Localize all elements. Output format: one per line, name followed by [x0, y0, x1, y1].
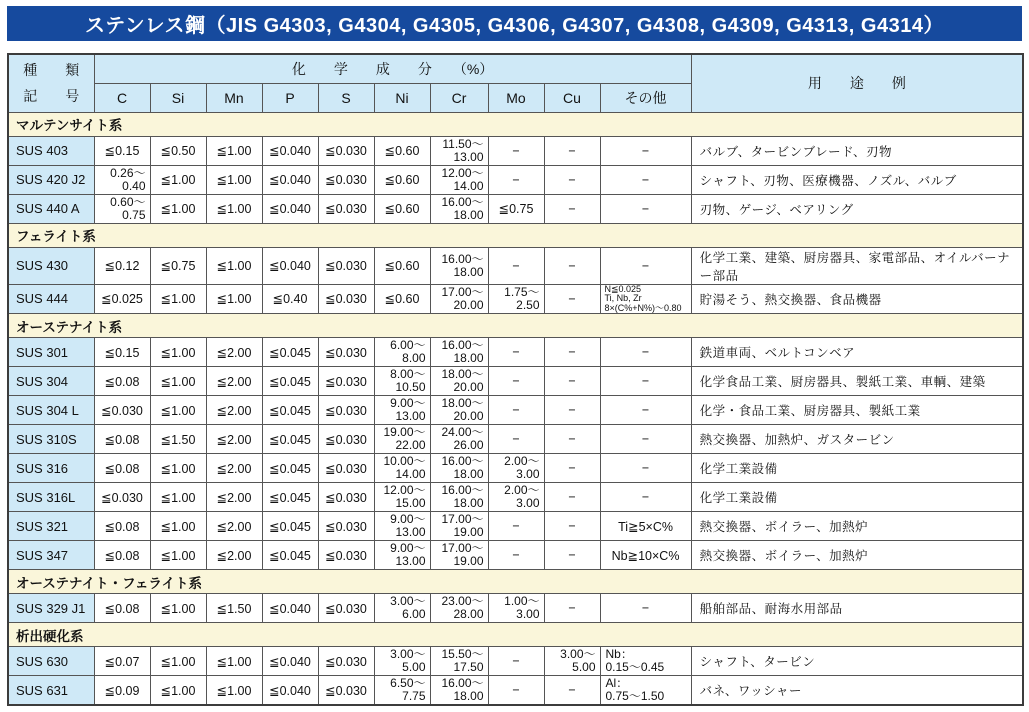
cell-other: Nb： 0.15～0.45 — [600, 647, 691, 676]
grade-code: SUS 301 — [8, 338, 94, 367]
cell-ni: 3.00～ 5.00 — [374, 647, 430, 676]
cell-si: ≦1.00 — [150, 165, 206, 194]
usage-cell: 刃物、ゲージ、ベアリング — [691, 194, 1023, 223]
cell-ni: 9.00～ 13.00 — [374, 396, 430, 425]
cell-c: ≦0.08 — [94, 512, 150, 541]
cell-si: ≦1.00 — [150, 338, 206, 367]
cell-p: ≦0.045 — [262, 541, 318, 570]
section-label: マルテンサイト系 — [8, 112, 1023, 136]
section-row — [8, 112, 1023, 136]
cell-mo: ≦0.75 — [488, 194, 544, 223]
cell-c: ≦0.07 — [94, 647, 150, 676]
cell-si: ≦1.00 — [150, 676, 206, 706]
cell-ni: ≦0.60 — [374, 247, 430, 284]
cell-other: − — [600, 594, 691, 623]
cell-si: ≦1.00 — [150, 454, 206, 483]
table-row — [8, 165, 1023, 194]
cell-s: ≦0.030 — [318, 367, 374, 396]
cell-mo: − — [488, 247, 544, 284]
grade-code: SUS 316L — [8, 483, 94, 512]
cell-cu: 3.00～ 5.00 — [544, 647, 600, 676]
cell-s: ≦0.030 — [318, 284, 374, 314]
grade-code: SUS 316 — [8, 454, 94, 483]
grade-code: SUS 440 A — [8, 194, 94, 223]
cell-cu: − — [544, 194, 600, 223]
cell-cu: − — [544, 165, 600, 194]
header-chemical-composition: 化 学 成 分 （%） — [94, 54, 691, 83]
cell-mn: ≦1.00 — [206, 247, 262, 284]
header-element-other: その他 — [600, 83, 691, 112]
cell-si: ≦0.50 — [150, 136, 206, 165]
cell-s: ≦0.030 — [318, 194, 374, 223]
cell-ni: 6.00～ 8.00 — [374, 338, 430, 367]
cell-mn: ≦2.00 — [206, 338, 262, 367]
cell-si: ≦1.00 — [150, 647, 206, 676]
cell-p: ≦0.045 — [262, 425, 318, 454]
usage-cell: シャフト、タービン — [691, 647, 1023, 676]
cell-mn: ≦1.00 — [206, 165, 262, 194]
cell-mn: ≦2.00 — [206, 454, 262, 483]
cell-p: ≦0.040 — [262, 136, 318, 165]
cell-s: ≦0.030 — [318, 136, 374, 165]
cell-cr: 18.00～ 20.00 — [430, 396, 488, 425]
cell-cu: − — [544, 284, 600, 314]
grade-code: SUS 321 — [8, 512, 94, 541]
cell-p: ≦0.045 — [262, 338, 318, 367]
usage-cell: 熱交換器、ボイラー、加熱炉 — [691, 541, 1023, 570]
cell-mn: ≦1.50 — [206, 594, 262, 623]
header-usage: 用 途 例 — [691, 54, 1023, 112]
table-row — [8, 425, 1023, 454]
usage-cell: 化学工業設備 — [691, 454, 1023, 483]
cell-cu: − — [544, 136, 600, 165]
cell-cu: − — [544, 483, 600, 512]
table-row — [8, 676, 1023, 706]
cell-mo: − — [488, 512, 544, 541]
cell-ni: ≦0.60 — [374, 284, 430, 314]
table-row — [8, 136, 1023, 165]
cell-mn: ≦1.00 — [206, 136, 262, 165]
cell-s: ≦0.030 — [318, 647, 374, 676]
cell-c: ≦0.08 — [94, 425, 150, 454]
cell-mn: ≦2.00 — [206, 396, 262, 425]
cell-other: − — [600, 454, 691, 483]
usage-cell: 化学工業設備 — [691, 483, 1023, 512]
cell-cu: − — [544, 594, 600, 623]
section-label: 析出硬化系 — [8, 623, 1023, 647]
grade-code: SUS 631 — [8, 676, 94, 706]
cell-cr: 24.00～ 26.00 — [430, 425, 488, 454]
cell-ni: ≦0.60 — [374, 194, 430, 223]
cell-cr: 17.00～ 19.00 — [430, 512, 488, 541]
grade-code: SUS 304 — [8, 367, 94, 396]
cell-ni: 8.00～ 10.50 — [374, 367, 430, 396]
cell-mo: 1.75～ 2.50 — [488, 284, 544, 314]
stainless-steel-table — [7, 53, 1024, 706]
grade-code: SUS 430 — [8, 247, 94, 284]
cell-c: 0.26～ 0.40 — [94, 165, 150, 194]
cell-c: ≦0.12 — [94, 247, 150, 284]
cell-s: ≦0.030 — [318, 454, 374, 483]
cell-p: ≦0.040 — [262, 647, 318, 676]
header-element-c: C — [94, 83, 150, 112]
cell-ni: 9.00～ 13.00 — [374, 512, 430, 541]
table-row — [8, 367, 1023, 396]
cell-other: − — [600, 425, 691, 454]
usage-cell: 化学食品工業、厨房器具、製紙工業、車輌、建築 — [691, 367, 1023, 396]
cell-other: − — [600, 396, 691, 425]
header-element-mn: Mn — [206, 83, 262, 112]
table-header — [8, 54, 1023, 112]
cell-other: N≦0.025 Ti, Nb, Zr 8×(C%+N%)～0.80 — [600, 284, 691, 314]
grade-code: SUS 444 — [8, 284, 94, 314]
cell-ni: 19.00～ 22.00 — [374, 425, 430, 454]
cell-mo: − — [488, 136, 544, 165]
cell-c: ≦0.025 — [94, 284, 150, 314]
cell-s: ≦0.030 — [318, 165, 374, 194]
cell-si: ≦1.00 — [150, 541, 206, 570]
cell-cu: − — [544, 338, 600, 367]
cell-cr: 16.00～ 18.00 — [430, 483, 488, 512]
cell-p: ≦0.040 — [262, 676, 318, 706]
cell-ni: ≦0.60 — [374, 165, 430, 194]
cell-cr: 16.00～ 18.00 — [430, 338, 488, 367]
cell-s: ≦0.030 — [318, 594, 374, 623]
table-row — [8, 594, 1023, 623]
cell-si: ≦1.00 — [150, 396, 206, 425]
cell-s: ≦0.030 — [318, 483, 374, 512]
table-body — [8, 112, 1023, 705]
page-title: ステンレス鋼（JIS G4303, G4304, G4305, G4306, G4307, G4308, G4309, G4313, G4314） — [85, 15, 944, 37]
header-grade-symbol — [8, 54, 94, 112]
usage-cell: 熱交換器、加熱炉、ガスタービン — [691, 425, 1023, 454]
cell-cu: − — [544, 512, 600, 541]
section-row — [8, 223, 1023, 247]
cell-c: ≦0.08 — [94, 367, 150, 396]
cell-ni: 9.00～ 13.00 — [374, 541, 430, 570]
cell-mn: ≦2.00 — [206, 425, 262, 454]
cell-si: ≦1.00 — [150, 194, 206, 223]
cell-p: ≦0.045 — [262, 512, 318, 541]
section-row — [8, 623, 1023, 647]
grade-code: SUS 310S — [8, 425, 94, 454]
section-row — [8, 570, 1023, 594]
cell-c: ≦0.030 — [94, 396, 150, 425]
cell-s: ≦0.030 — [318, 425, 374, 454]
cell-mn: ≦1.00 — [206, 676, 262, 706]
cell-other: − — [600, 247, 691, 284]
grade-code: SUS 420 J2 — [8, 165, 94, 194]
cell-cr: 16.00～ 18.00 — [430, 454, 488, 483]
header-element-mo: Mo — [488, 83, 544, 112]
header-grade-line2: 記 号 — [23, 88, 80, 105]
cell-mo: 2.00～ 3.00 — [488, 483, 544, 512]
cell-mo: 1.00～ 3.00 — [488, 594, 544, 623]
cell-other: Al： 0.75～1.50 — [600, 676, 691, 706]
cell-mn: ≦1.00 — [206, 284, 262, 314]
section-label: オーステナイト系 — [8, 314, 1023, 338]
cell-p: ≦0.040 — [262, 247, 318, 284]
cell-cr: 11.50～ 13.00 — [430, 136, 488, 165]
table-row — [8, 541, 1023, 570]
usage-cell: バルブ、タービンブレード、刃物 — [691, 136, 1023, 165]
cell-mo: − — [488, 165, 544, 194]
table-row — [8, 454, 1023, 483]
header-grade-line1: 種 類 — [23, 62, 80, 79]
usage-cell: 船舶部品、耐海水用部品 — [691, 594, 1023, 623]
cell-p: ≦0.045 — [262, 454, 318, 483]
usage-cell: 化学工業、建築、厨房器具、家電部品、オイルバーナー部品 — [691, 247, 1023, 284]
cell-cu: − — [544, 454, 600, 483]
cell-s: ≦0.030 — [318, 247, 374, 284]
cell-cu: − — [544, 247, 600, 284]
cell-ni: 10.00～ 14.00 — [374, 454, 430, 483]
table-row — [8, 284, 1023, 314]
table-row — [8, 647, 1023, 676]
cell-other: Nb≧10×C% — [600, 541, 691, 570]
cell-mo: − — [488, 367, 544, 396]
header-element-s: S — [318, 83, 374, 112]
usage-cell: 鉄道車両、ベルトコンベア — [691, 338, 1023, 367]
cell-cr: 23.00～ 28.00 — [430, 594, 488, 623]
cell-ni: ≦0.60 — [374, 136, 430, 165]
cell-mo: − — [488, 541, 544, 570]
cell-mo: − — [488, 425, 544, 454]
cell-cr: 15.50～ 17.50 — [430, 647, 488, 676]
cell-ni: 12.00～ 15.00 — [374, 483, 430, 512]
cell-mo: − — [488, 676, 544, 706]
cell-cu: − — [544, 425, 600, 454]
section-label: オーステナイト・フェライト系 — [8, 570, 1023, 594]
table-row — [8, 247, 1023, 284]
usage-cell: シャフト、刃物、医療機器、ノズル、バルブ — [691, 165, 1023, 194]
cell-other: − — [600, 483, 691, 512]
cell-p: ≦0.040 — [262, 594, 318, 623]
table-row — [8, 483, 1023, 512]
table-row — [8, 338, 1023, 367]
cell-c: ≦0.15 — [94, 338, 150, 367]
cell-p: ≦0.040 — [262, 165, 318, 194]
cell-other: − — [600, 338, 691, 367]
header-element-p: P — [262, 83, 318, 112]
cell-cr: 12.00～ 14.00 — [430, 165, 488, 194]
section-row — [8, 314, 1023, 338]
cell-other: Ti≧5×C% — [600, 512, 691, 541]
cell-other: − — [600, 194, 691, 223]
cell-p: ≦0.045 — [262, 396, 318, 425]
cell-mo: − — [488, 647, 544, 676]
cell-mn: ≦1.00 — [206, 194, 262, 223]
grade-code: SUS 347 — [8, 541, 94, 570]
title-bar — [7, 6, 1022, 41]
cell-c: 0.60～ 0.75 — [94, 194, 150, 223]
cell-cr: 16.00～ 18.00 — [430, 676, 488, 706]
cell-cu: − — [544, 541, 600, 570]
cell-mn: ≦1.00 — [206, 647, 262, 676]
cell-s: ≦0.030 — [318, 541, 374, 570]
usage-cell: 貯湯そう、熱交換器、食品機器 — [691, 284, 1023, 314]
grade-code: SUS 630 — [8, 647, 94, 676]
cell-si: ≦1.00 — [150, 512, 206, 541]
table-row — [8, 396, 1023, 425]
cell-mo: − — [488, 338, 544, 367]
cell-mn: ≦2.00 — [206, 512, 262, 541]
header-row-group — [8, 54, 1023, 83]
cell-si: ≦1.00 — [150, 284, 206, 314]
cell-ni: 3.00～ 6.00 — [374, 594, 430, 623]
cell-cr: 17.00～ 19.00 — [430, 541, 488, 570]
cell-si: ≦1.00 — [150, 367, 206, 396]
header-element-si: Si — [150, 83, 206, 112]
cell-s: ≦0.030 — [318, 512, 374, 541]
header-element-cu: Cu — [544, 83, 600, 112]
cell-mn: ≦2.00 — [206, 541, 262, 570]
cell-si: ≦0.75 — [150, 247, 206, 284]
cell-c: ≦0.030 — [94, 483, 150, 512]
cell-cr: 17.00～ 20.00 — [430, 284, 488, 314]
cell-s: ≦0.030 — [318, 338, 374, 367]
cell-cr: 18.00～ 20.00 — [430, 367, 488, 396]
usage-cell: バネ、ワッシャー — [691, 676, 1023, 706]
cell-p: ≦0.40 — [262, 284, 318, 314]
grade-code: SUS 403 — [8, 136, 94, 165]
cell-si: ≦1.50 — [150, 425, 206, 454]
grade-code: SUS 304 L — [8, 396, 94, 425]
cell-other: − — [600, 165, 691, 194]
cell-mo: 2.00～ 3.00 — [488, 454, 544, 483]
header-element-ni: Ni — [374, 83, 430, 112]
cell-cr: 16.00～ 18.00 — [430, 194, 488, 223]
cell-si: ≦1.00 — [150, 483, 206, 512]
cell-mn: ≦2.00 — [206, 367, 262, 396]
cell-s: ≦0.030 — [318, 396, 374, 425]
cell-si: ≦1.00 — [150, 594, 206, 623]
cell-p: ≦0.045 — [262, 367, 318, 396]
cell-p: ≦0.045 — [262, 483, 318, 512]
cell-c: ≦0.08 — [94, 594, 150, 623]
cell-c: ≦0.09 — [94, 676, 150, 706]
cell-ni: 6.50～ 7.75 — [374, 676, 430, 706]
cell-c: ≦0.08 — [94, 541, 150, 570]
cell-cu: − — [544, 396, 600, 425]
header-element-cr: Cr — [430, 83, 488, 112]
usage-cell: 熱交換器、ボイラー、加熱炉 — [691, 512, 1023, 541]
cell-mo: − — [488, 396, 544, 425]
grade-code: SUS 329 J1 — [8, 594, 94, 623]
usage-cell: 化学・食品工業、厨房器具、製紙工業 — [691, 396, 1023, 425]
section-label: フェライト系 — [8, 223, 1023, 247]
cell-mn: ≦2.00 — [206, 483, 262, 512]
cell-c: ≦0.15 — [94, 136, 150, 165]
cell-cr: 16.00～ 18.00 — [430, 247, 488, 284]
cell-other: − — [600, 136, 691, 165]
cell-p: ≦0.040 — [262, 194, 318, 223]
table-row — [8, 512, 1023, 541]
cell-other: − — [600, 367, 691, 396]
cell-cu: − — [544, 367, 600, 396]
table-row — [8, 194, 1023, 223]
cell-c: ≦0.08 — [94, 454, 150, 483]
cell-s: ≦0.030 — [318, 676, 374, 706]
cell-cu: − — [544, 676, 600, 706]
